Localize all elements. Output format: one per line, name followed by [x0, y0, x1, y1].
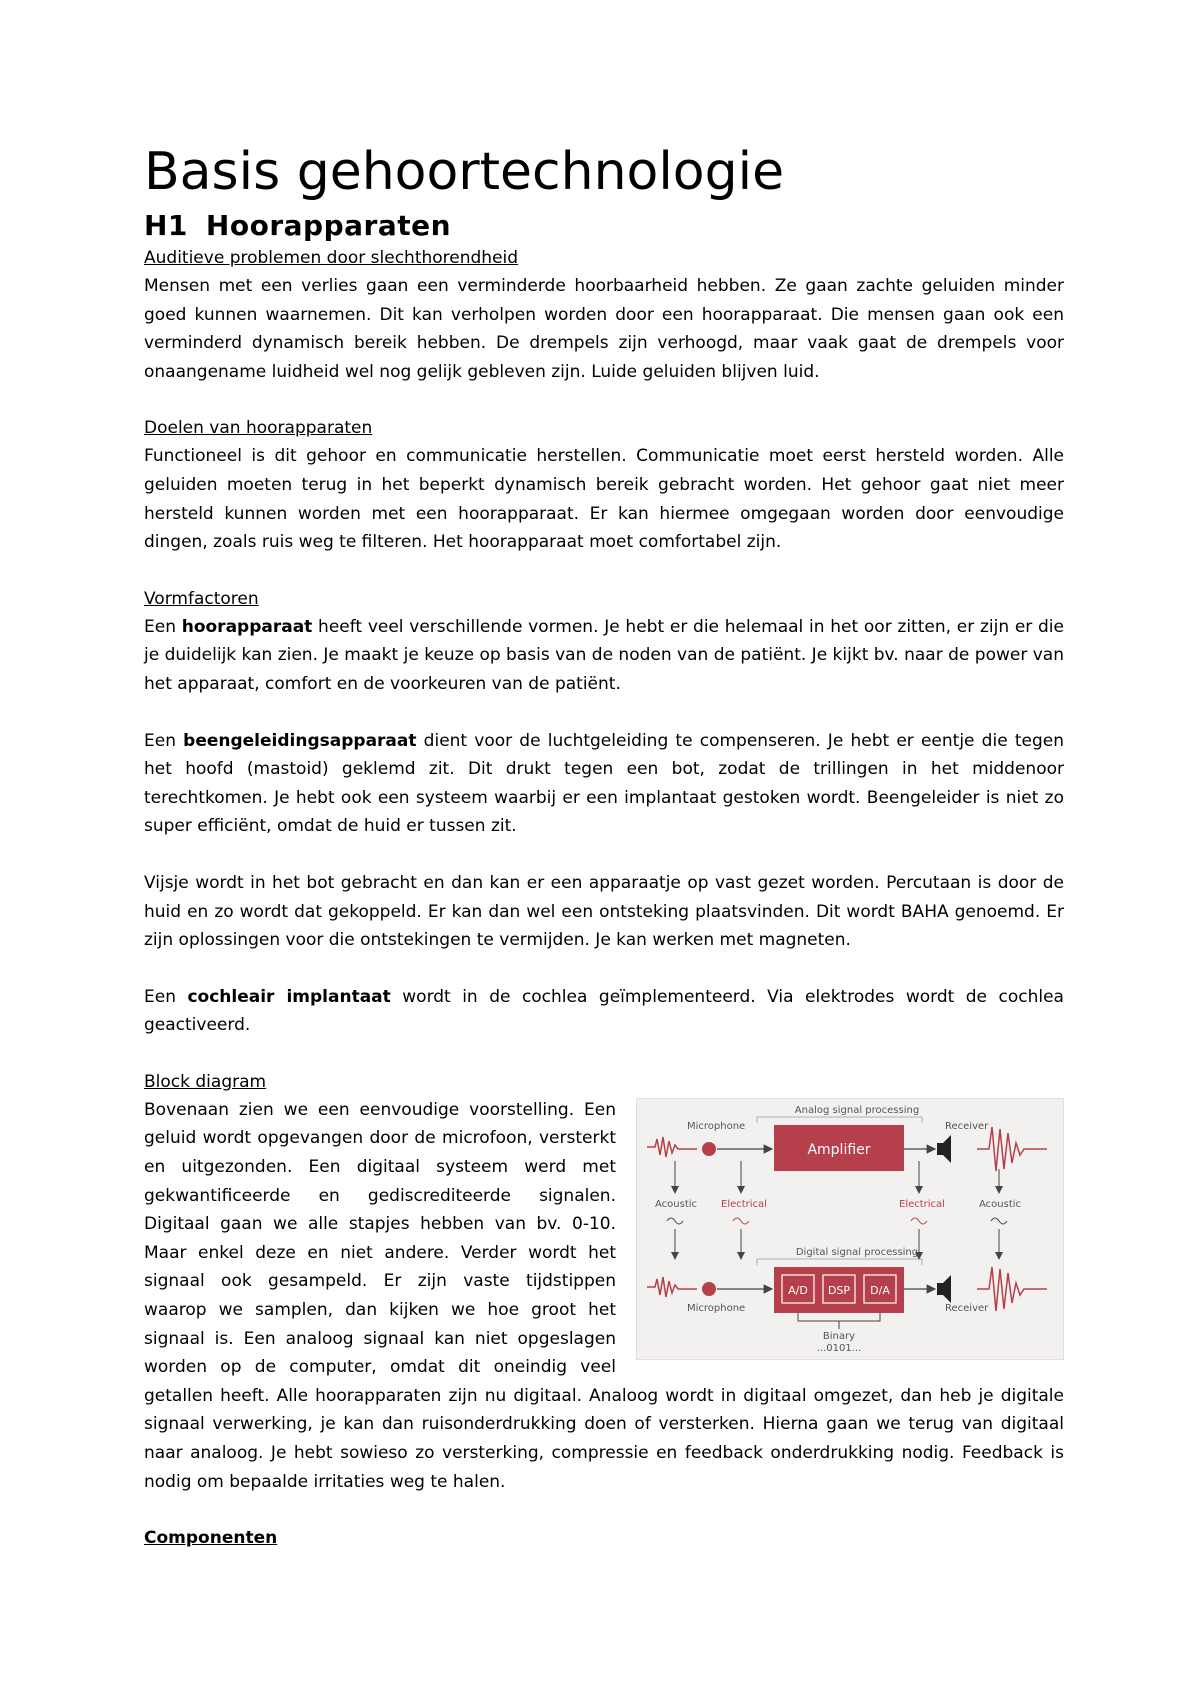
- term-cochleair-implantaat: cochleair implantaat: [187, 986, 391, 1007]
- electrical-left-label: Electrical: [721, 1198, 767, 1210]
- paragraph-block-diagram: Bovenaan zien we een eenvoudige voorstelling. Een geluid wordt opgevangen door de microfoon, versterkt en uitgezonden. Een digitaal systeem werd met gekwantificeerde en gediscrediteerde signalen. Digitaal gaan we alle stapjes hebben van bv. 0-10. Maar enkel deze en niet andere. Verder wordt het signaal ook gesampeld. Er zijn vaste tijdstippen waarop we samplen, dan kijken we hoe groot het signaal is. Een analoog signaal kan niet opgeslagen worden op de computer, omdat dit oneindig veel getallen heeft. Alle hoorapparaten zijn nu digitaal. Analoog wordt in digitaal omgezet, dan heb je digitale signaal verwerking, je kan dan ruisonderdrukking doen of versterken. Hierna gaan we terug van digitaal naar analoog. Je hebt sowieso zo versterking, compressie en feedback onderdrukking nodig. Feedback is nodig om bepaalde irritaties weg te halen.: [144, 1099, 1064, 1492]
- section-heading-componenten: Componenten: [144, 1528, 278, 1549]
- microphone-bottom-label: Microphone: [687, 1302, 746, 1314]
- term-hoorapparaat: hoorapparaat: [181, 616, 313, 637]
- section-heading-doelen: Doelen van hoorapparaten: [144, 418, 373, 439]
- block-diagram-figure: [636, 1098, 1064, 1360]
- paragraph-baha: Vijsje wordt in het bot gebracht en dan kan er een apparaatje op vast gezet worden. Percutaan is door de huid en zo wordt dat gekoppeld. Er kan dan wel een ontsteking plaatsvinden. Dit wordt BAHA genoemd. Er zijn oplossingen voor die ontstekingen te vermijden. Je kan werken met magneten.: [144, 872, 1064, 951]
- output-wave-top: [977, 1127, 1047, 1171]
- acoustic-left-label: Acoustic: [655, 1198, 698, 1210]
- chapter-number: H1: [144, 209, 188, 242]
- input-wave-top: [647, 1137, 697, 1157]
- ad-label: A/D: [788, 1283, 808, 1297]
- block-diagram-svg: [637, 1099, 1063, 1359]
- receiver-top-label: Receiver: [945, 1120, 989, 1132]
- acoustic-right-label: Acoustic: [979, 1198, 1022, 1210]
- da-label: D/A: [870, 1283, 890, 1297]
- electrical-right-label: Electrical: [899, 1198, 945, 1210]
- paragraph-doelen: Functioneel is dit gehoor en communicatie herstellen. Communicatie moet eerst hersteld worden. Alle geluiden moeten terug in het beperkt dynamisch bereik gebracht worden. Het gehoor gaat niet meer hersteld kunnen worden met een hoorapparaat. Er kan hiermee omgegaan worden door eenvoudige dingen, zoals ruis weg te filteren. Het hoorapparaat moet comfortabel zijn.: [144, 446, 1064, 553]
- paragraph-hoorapparaat: Een hoorapparaat heeft veel verschillende vormen. Je hebt er die helemaal in het oor zitten, er zijn er die je duidelijk kan zien. Je maakt je keuze op basis van de noden van de patiënt. Je kijkt bv. naar de power van het apparaat, comfort en de voorkeuren van de patiënt.: [144, 616, 1064, 694]
- paragraph-auditieve: Mensen met een verlies gaan een verminderde hoorbaarheid hebben. Ze gaan zachte geluiden minder goed kunnen waarnemen. Dit kan verholpen worden door een hoorapparaat. Die mensen gaan ook een verminderd dynamisch bereik hebben. De drempels zijn verhoogd, maar vaak gaat de drempels voor onaangename luidheid wel nog gelijk gebleven zijn. Luide geluiden blijven luid.: [144, 276, 1064, 382]
- section-heading-block-diagram: Block diagram: [144, 1071, 267, 1092]
- receiver-bottom-label: Receiver: [945, 1302, 989, 1314]
- microphone-bottom-icon: [702, 1282, 716, 1296]
- speaker-bottom-icon: [937, 1275, 951, 1303]
- document-page: [144, 140, 1064, 1552]
- microphone-top-label: Microphone: [687, 1120, 746, 1132]
- chapter-title: Hoorapparaten: [205, 209, 452, 242]
- microphone-top-icon: [702, 1142, 716, 1156]
- document-title: Basis gehoortechnologie: [144, 142, 785, 202]
- term-beengeleidingsapparaat: beengeleidingsapparaat: [183, 730, 417, 751]
- dsp-label: DSP: [827, 1283, 851, 1297]
- paragraph-beengeleiding: Een beengeleidingsapparaat dient voor de luchtgeleiding te compenseren. Je hebt er eentje die tegen het hoofd (mastoid) geklemd zit. Dit drukt tegen een bot, zodat de trillingen in het middenoor terechtkomen. Je hebt ook een systeem waarbij er een implantaat gestoken wordt. Beengeleider is niet zo super efficiënt, omdat de huid er tussen zit.: [144, 730, 1064, 837]
- binary-code-label: ...0101...: [816, 1342, 862, 1354]
- amplifier-label: Amplifier: [807, 1141, 871, 1158]
- chapter-heading: [144, 208, 1064, 244]
- paragraph-cochleair: Een cochleair implantaat wordt in de cochlea geïmplementeerd. Via elektrodes wordt de cochlea geactiveerd.: [144, 986, 1064, 1036]
- binary-label: Binary: [822, 1330, 856, 1342]
- digital-title: Digital signal processing: [795, 1246, 919, 1258]
- input-wave-bottom: [647, 1277, 697, 1297]
- speaker-top-icon: [937, 1135, 951, 1163]
- section-heading-auditieve: Auditieve problemen door slechthorendheid: [144, 248, 519, 268]
- analog-title: Analog signal processing: [794, 1104, 920, 1116]
- section-heading-vormfactoren: Vormfactoren: [144, 588, 259, 609]
